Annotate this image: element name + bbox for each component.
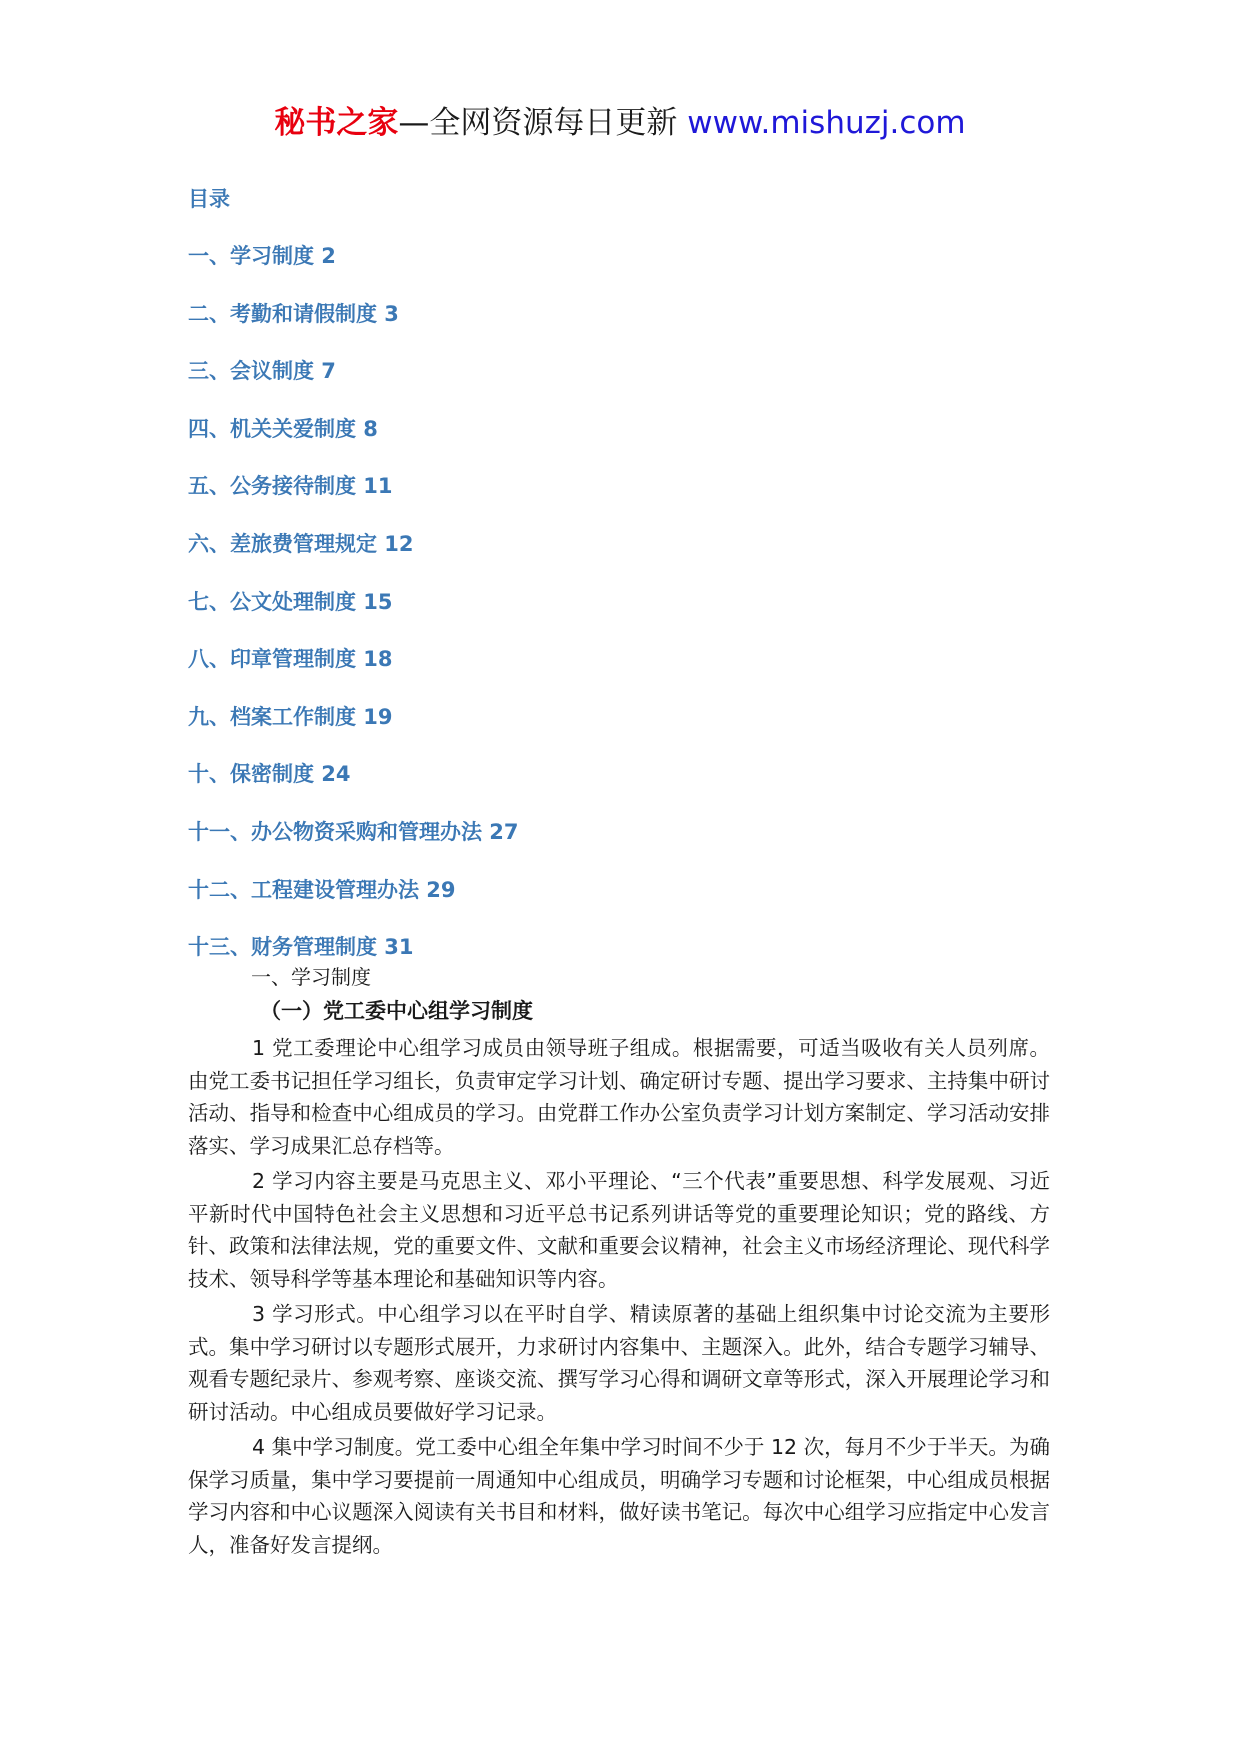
document-body: [188, 962, 1050, 1564]
toc-item-5[interactable]: 五、公务接待制度 11: [188, 474, 393, 499]
header-tagline: —全网资源每日更新: [398, 105, 688, 141]
toc-item-12[interactable]: 十二、工程建设管理办法 29: [188, 877, 456, 902]
toc-item-4[interactable]: 四、机关关爱制度 8: [188, 416, 378, 441]
toc-item-2[interactable]: 二、考勤和请假制度 3: [188, 301, 399, 326]
site-url-link[interactable]: www.mishuzj.com: [687, 105, 966, 141]
toc-item-8[interactable]: 八、印章管理制度 18: [188, 647, 393, 672]
toc-item-1[interactable]: 一、学习制度 2: [188, 244, 336, 268]
sub-heading: （一）党工委中心组学习制度: [260, 999, 533, 1023]
toc-item-9[interactable]: 九、档案工作制度 19: [188, 704, 393, 729]
toc-item-3[interactable]: 三、会议制度 7: [188, 359, 336, 384]
paragraph-1: 1 党工委理论中心组学习成员由领导班子组成。根据需要，可适当吸收有关人员列席。由党工委书记担任学习组长，负责审定学习计划、确定研讨专题、提出学习要求、主持集中研讨活动、指导和检查中心组成员的学习。由党群工作办公室负责学习计划方案制定、学习活动安排落实、学习成果汇总存档等。: [188, 1036, 1050, 1158]
section-heading: 一、学习制度: [251, 965, 371, 989]
paragraph-2: 2 学习内容主要是马克思主义、邓小平理论、“三个代表”重要思想、科学发展观、习近平新时代中国特色社会主义思想和习近平总书记系列讲话等党的重要理论知识；党的路线、方针、政策和法律法规，党的重要文件、文献和重要会议精神，社会主义市场经济理论、现代科学技术、领导科学等基本理论和基础知识等内容。: [188, 1169, 1050, 1291]
toc-item-7[interactable]: 七、公文处理制度 15: [188, 589, 393, 614]
brand-name: 秘书之家: [274, 105, 399, 141]
toc-item-13[interactable]: 十三、财务管理制度 31: [188, 935, 414, 960]
toc-title: 目录: [188, 187, 230, 211]
toc-list: [188, 241, 519, 990]
page-header: [0, 100, 1240, 146]
toc-item-11[interactable]: 十一、办公物资采购和管理办法 27: [188, 819, 519, 844]
toc-item-6[interactable]: 六、差旅费管理规定 12: [188, 531, 414, 556]
paragraph-4: 4 集中学习制度。党工委中心组全年集中学习时间不少于 12 次，每月不少于半天。为确保学习质量，集中学习要提前一周通知中心组成员，明确学习专题和讨论框架，中心组成员根据学习内容和中心议题深入阅读有关书目和材料，做好读书笔记。每次中心组学习应指定中心发言人，准备好发言提纲。: [188, 1435, 1050, 1557]
paragraph-3: 3 学习形式。中心组学习以在平时自学、精读原著的基础上组织集中讨论交流为主要形式。集中学习研讨以专题形式展开，力求研讨内容集中、主题深入。此外，结合专题学习辅导、观看专题纪录片、参观考察、座谈交流、撰写学习心得和调研文章等形式，深入开展理论学习和研讨活动。中心组成员要做好学习记录。: [188, 1302, 1050, 1424]
toc-item-10[interactable]: 十、保密制度 24: [188, 762, 351, 787]
